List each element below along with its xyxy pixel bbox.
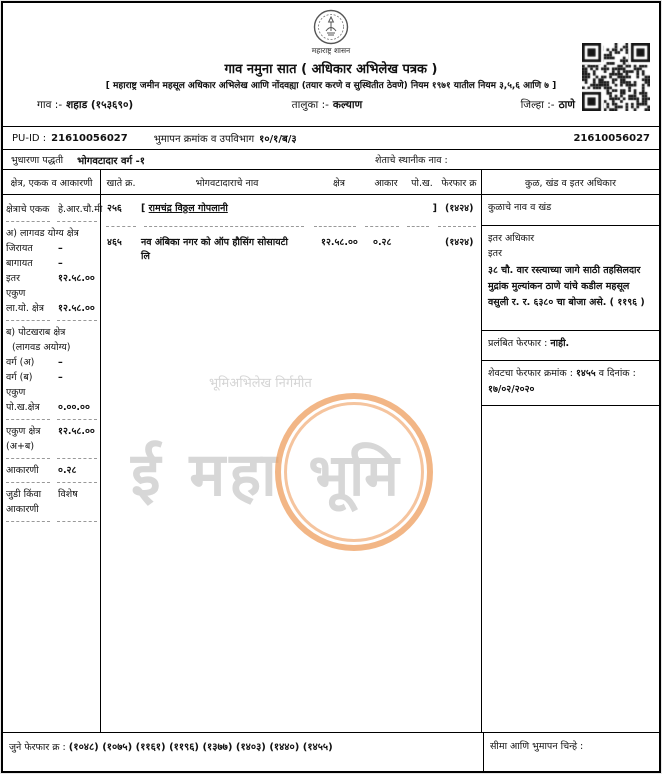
document-subtitle: [ महाराष्ट्र जमीन महसूल अधिकार अभिलेख आणि नोंदवह्या (तयार करणे व सुस्थितीत ठेवणे) नियम १९७१ यातील नियम ३,५,६ आणि ७ ] [105,81,557,91]
puid-label: PU-ID : [12,132,47,144]
district-label: जिल्हा :- [520,99,555,111]
location-row [3,98,659,112]
taluka-label: तालुका :- [291,99,329,111]
watermark-text-circle: भूमि [308,440,399,509]
col-rights: कुळ, खंड व इतर अधिकार [481,170,659,194]
last-mutation-section [482,361,659,406]
dashed-separator [6,221,98,222]
survey-label: भुमापन क्रमांक व उपविभाग [153,134,255,145]
occupant-name: नव अंबिका नगर को ऑप हौसिंग सोसायटी लि [141,237,288,262]
col-occupant-name: भोगवटादाराचे नाव [195,177,259,189]
table-column-headers [3,170,659,195]
tenure-value: भोगवटादार वर्ग -१ [77,155,146,167]
puid-row [3,126,659,149]
potkharab-subheader: (लागवड अयोग्य) [12,342,71,353]
local-name-label: शेताचे स्थानीक नाव : [375,155,448,166]
kshetra-value: १२.५८.०० [321,237,358,248]
village-label: गाव :- [37,99,63,111]
document-footer [3,732,659,771]
district-value: ठाणे [558,99,575,111]
mutation-number: (१४२४) [445,203,474,214]
jirayat-row: जिरायत – [6,243,63,254]
potkharab-header: ब) पोटखराब क्षेत्र [6,327,66,338]
other-rights-text: ३८ चौ. वार रस्त्याच्या जागे साठी तहसिलदार मुद्रांक मुल्यांकन ठाणे यांचे कडील महसूल वसुली र. र. ६३८० चा बोजा असे. ( ११९६ ) [488,265,645,308]
satbara-712-extract-page [1,1,661,773]
watermark-text-left: ई महा [131,440,281,510]
occupants-panel [101,195,481,732]
pokh-area-row: पो.ख.क्षेत्र ०.००.०० [6,402,90,413]
varg-a-row: वर्ग (अ) – [6,357,63,368]
survey-value: १०/१/ब/३ [259,134,297,145]
table-body [3,195,659,732]
other-rights-header: इतर अधिकार [488,233,535,244]
last-mutation-number: १४५५ [575,368,596,379]
village-value: शहाड (१५३६९०) [66,99,134,111]
taluka-field [292,98,363,112]
total-area-sub: (अ+ब) [6,441,35,452]
document-title: गाव नमुना सात ( अधिकार अभिलेख पत्रक ) [224,62,438,77]
last-mutation-date: १७/०२/२०२० [488,384,535,395]
district-field [521,98,575,112]
occupant-row-current [101,236,481,264]
dashed-separator [6,521,98,522]
last-mutation-date-label: व दिनांक : [598,368,636,379]
ekun2-label-row: एकुण [6,387,26,398]
col-pokh: पो.ख. [411,177,433,189]
dashed-separator [6,458,98,459]
closing-bracket: ] [432,203,437,214]
qr-number: 21610056027 [573,132,650,144]
total-area-row: एकुण क्षेत्र १२.५८.०० [6,426,95,437]
dashed-separator [6,482,98,483]
layo-row: ला.यो. क्षेत्र १२.५८.०० [6,303,95,314]
pending-value: नाही. [550,338,570,349]
old-mutations-label: जुने फेरफार क्र : [9,742,66,753]
occupant-name-struck: [ रामचंद्र विठ्ठल गोपलानी [141,203,228,214]
col-khata: खाते क्र. [106,177,136,189]
old-mutations-cell [3,733,483,771]
watermark-small-text: भूमिअभिलेख निर्गमीत [209,376,312,391]
tenure-label: भुधारणा पद्धती [11,155,64,166]
col-akar: आकार [374,177,398,189]
occupant-row-old [101,202,481,216]
khata-number: २५६ [107,203,122,214]
judi-row-2: आकारणी [6,504,39,515]
dashed-row-separator [101,226,481,227]
other-rights-section [482,226,659,331]
judi-row-1: जुडी किंवा विशेष [6,489,78,500]
ekun-label-row: एकुण [6,288,26,299]
dashed-separator [6,419,98,420]
dashed-separator [6,320,98,321]
bagayat-row: बागायत – [6,258,63,269]
akar-value: ०.२८ [373,237,392,248]
area-details-panel [3,195,101,732]
last-mutation-label: शेवटचा फेरफार क्रमांक : [488,368,573,379]
other-label: इतर [488,248,502,259]
boundary-marks-label: सीमा आणि भुमापन चिन्हे : [490,741,584,752]
assessment-row: आकारणी ०.२८ [6,465,77,476]
pending-mutation-section [482,331,659,361]
puid-value: 21610056027 [51,132,128,144]
maharashtra-govt-seal-icon [3,9,659,45]
cultivable-header: अ) लागवड योग्य क्षेत्र [6,228,79,239]
village-field [37,98,133,112]
qr-code-canvas [582,43,650,111]
area-unit-row: क्षेत्राचे एकक हे.आर.चौ.मी [6,204,103,215]
pending-label: प्रलंबित फेरफार : [488,338,548,349]
mutation-number: (१४२४) [445,237,474,248]
col-area-unit: क्षेत्र, एकक व आकारणी [3,170,101,194]
boundary-marks-cell [483,733,659,771]
other-rights-panel [481,195,659,732]
document-header [3,3,659,149]
old-mutations-list: (१०४८) (१०७५) (११६१) (११९६) (१३७७) (१४०३) (१४४०) (१४५५) [68,742,333,753]
col-ferfar: फेरफार क्र [441,177,477,189]
itar-row: इतर १२.५८.०० [6,273,95,284]
khata-number: ४६५ [107,237,122,248]
taluka-value: कल्याण [332,99,363,111]
qr-code [582,43,650,111]
col-kshetra: क्षेत्र [332,177,346,189]
tenant-name-section: कुळाचे नाव व खंड [482,195,659,226]
tenure-row [3,149,659,170]
varg-b-row: वर्ग (ब) – [6,372,63,383]
govt-caption: महाराष्ट्र शासन [311,46,351,55]
